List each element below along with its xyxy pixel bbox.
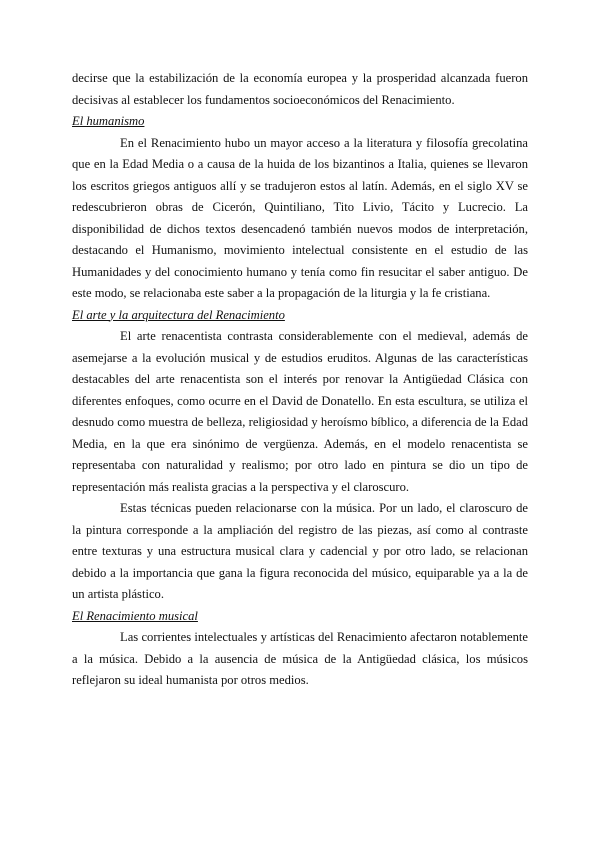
section-heading-renacimiento-musical: El Renacimiento musical <box>72 608 198 623</box>
paragraph-renacimiento-musical: Las corrientes intelectuales y artísticas del Renacimiento afectaron notablemente a la música. Debido a la ausencia de música de la Antigüedad clásica, los músicos reflejaron su ideal humanista por otros medios. <box>72 630 528 687</box>
paragraph-arte-1: El arte renacentista contrasta considerablemente con el medieval, además de asemejarse a la evolución musical y de estudios eruditos. Algunas de las características destacables del arte renacentista son el interés por renovar la Antigüedad Clásica con diferentes enfoques, como ocurre en el David de Donatello. En esta escultura, se utiliza el desnudo como muestra de belleza, religiosidad y heroísmo bíblico, a diferencia de la Edad Media, en la que era sinónimo de vergüenza. Además, en el modelo renacentista se representaba con naturalidad y realismo; por otro lado en pintura se dio un tipo de representación más realista gracias a la perspectiva y el claroscuro. <box>72 329 528 494</box>
paragraph-arte-2: Estas técnicas pueden relacionarse con la música. Por un lado, el claroscuro de la pintura corresponde a la ampliación del registro de las piezas, así como al contraste entre texturas y una estructura musical clara y cadencial y por otro lado, se relacionan debido a la importancia que gana la figura reconocida del músico, equiparable ya a la de un artista plástico. <box>72 501 528 601</box>
document-body <box>72 68 528 692</box>
paragraph-humanismo: En el Renacimiento hubo un mayor acceso a la literatura y filosofía grecolatina que en la Edad Media o a causa de la huida de los bizantinos a Italia, quienes se llevaron los escritos griegos antiguos allí y se tradujeron estos al latín. Además, en el siglo XV se redescubrieron obras de Cicerón, Quintiliano, Tito Livio, Tácito y Lucrecio. La disponibilidad de dichos textos desencadenó también nuevos modos de interpretación, destacando el Humanismo, movimiento intelectual consistente en el estudio de las Humanidades y del conocimiento humano y tenía como fin resucitar el saber antiguo. De este modo, se relacionaba este saber a la propagación de la liturgia y la fe cristiana. <box>72 135 528 300</box>
intro-paragraph: decirse que la estabilización de la economía europea y la prosperidad alcanzada fueron decisivas al establecer los fundamentos socioeconómicos del Renacimiento. <box>72 71 528 107</box>
section-heading-humanismo: El humanismo <box>72 114 145 128</box>
section-heading-arte-arquitectura: El arte y la arquitectura del Renacimiento <box>72 307 285 322</box>
